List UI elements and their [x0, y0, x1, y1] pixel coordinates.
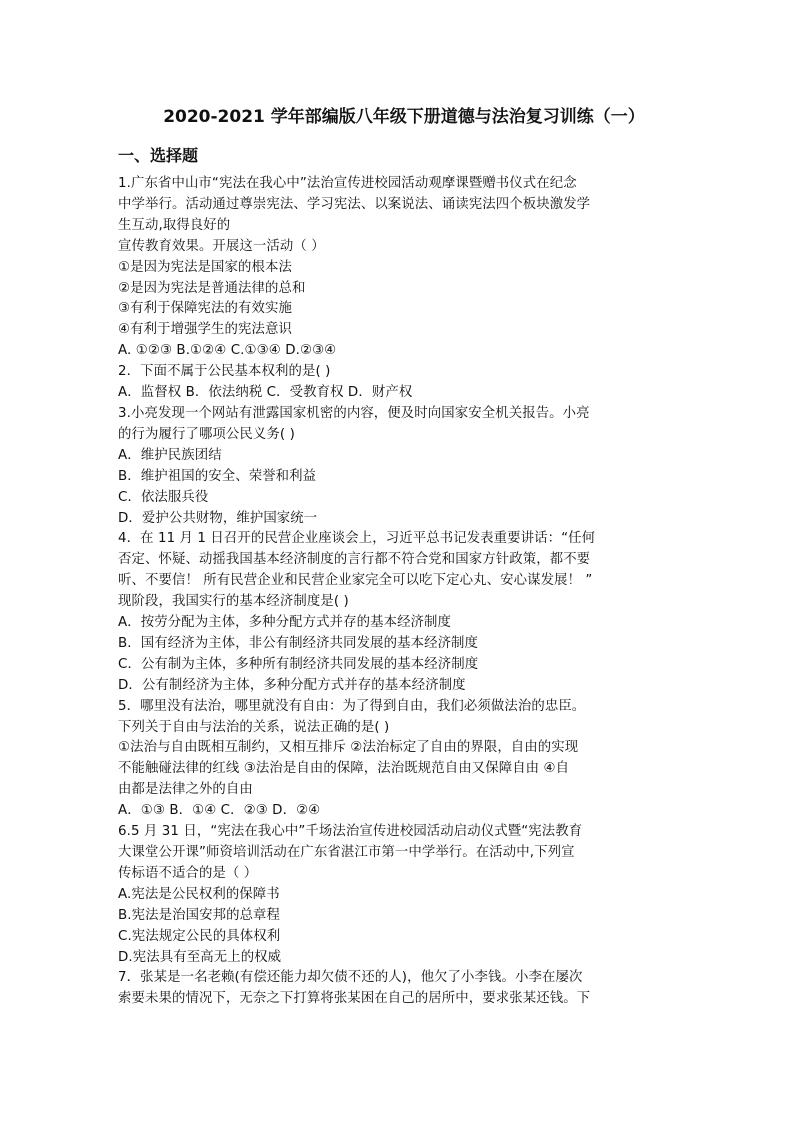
text-line: C.宪法规定公民的具体权利	[118, 928, 281, 944]
text-line: D．公有制经济为主体，多种分配方式并存的基本经济制度	[118, 677, 466, 693]
text-line: B．国有经济为主体，非公有制经济共同发展的基本经济制度	[118, 635, 479, 651]
text-line: 由都是法律之外的自由	[118, 782, 253, 798]
text-line: 大课堂公开课”师资培训活动在广东省湛江市第一中学举行。在活动中,下列宣	[118, 845, 575, 860]
text-line: 2．下面不属于公民基本权利的是( )	[118, 364, 331, 380]
text-line: ④有利于增强学生的宪法意识	[118, 322, 292, 338]
text-line: 现阶段，我国实行的基本经济制度是( )	[118, 594, 349, 610]
text-line: 3.小亮发现一个网站有泄露国家机密的内容，便及时向国家安全机关报告。小亮	[118, 405, 590, 421]
text-line: 5．哪里没有法治，哪里就没有自由：为了得到自由，我们必须做法治的忠臣。	[118, 698, 586, 714]
section-heading: 一、选择题	[118, 146, 199, 165]
text-line: A．监督权 B．依法纳税 C．受教育权 D．财产权	[118, 385, 413, 401]
text-line: D．爱护公共财物，维护国家统一	[118, 510, 318, 526]
document-page	[118, 104, 678, 1010]
text-line: 7．张某是一名老赖(有偿还能力却欠债不还的人)，他欠了小李钱。小李在屡次	[118, 970, 583, 986]
text-line: B.宪法是治国安邦的总章程	[118, 907, 281, 923]
text-line: 传标语不适合的是（ ）	[118, 865, 258, 881]
document-title: 2020-2021 学年部编版八年级下册道德与法治复习训练（一）	[163, 107, 645, 127]
text-line: C．公有制为主体，多种所有制经济共同发展的基本经济制度	[118, 656, 479, 672]
text-line: A．按劳分配为主体，多种分配方式并存的基本经济制度	[118, 615, 452, 631]
text-line: ②是因为宪法是普通法律的总和	[118, 280, 306, 296]
text-line: A.宪法是公民权利的保障书	[118, 886, 280, 902]
text-line: 1.广东省中山市“宪法在我心中”法治宣传进校园活动观摩课暨赠书仪式在纪念	[118, 176, 577, 191]
question-body	[118, 174, 678, 1010]
text-line: 中学举行。活动通过尊崇宪法、学习宪法、以案说法、诵读宪法四个板块激发学	[118, 196, 591, 212]
text-line: 不能触碰法律的红线 ③法治是自由的保障，法治既规范自由又保障自由 ④自	[118, 761, 570, 777]
text-line: B．维护祖国的安全、荣誉和利益	[118, 468, 317, 484]
text-line: A．维护民族团结	[118, 447, 222, 463]
text-line: 4．在 11 月 1 日召开的民营企业座谈会上，习近平总书记发表重要讲话：“任何	[118, 531, 596, 547]
text-line: A. ①②③ B.①②④ C.①③④ D.②③④	[118, 343, 337, 359]
text-line: 听、不要信！ 所有民营企业和民营企业家完全可以吃下定心丸、安心谋发展！ ”	[118, 573, 593, 589]
text-line: 否定、怀疑、动摇我国基本经济制度的言行都不符合党和国家方针政策，都不要	[118, 552, 591, 568]
text-line: 宣传教育效果。开展这一活动（ ）	[118, 238, 325, 254]
text-line: 生互动,取得良好的	[118, 217, 231, 233]
text-line: 索要未果的情况下，无奈之下打算将张某困在自己的居所中，要求张某还钱。下	[118, 991, 591, 1007]
text-line: 的行为履行了哪项公民义务( )	[118, 426, 295, 442]
text-line: ①是因为宪法是国家的根本法	[118, 259, 292, 275]
text-line: ③有利于保障宪法的有效实施	[118, 301, 292, 317]
text-line: C．依法服兵役	[118, 489, 209, 505]
text-line: ①法治与自由既相互制约，又相互排斥 ②法治标定了自由的界限，自由的实现	[118, 740, 579, 756]
text-line: 6.5 月 31 日，“宪法在我心中”千场法治宣传进校园活动启动仪式暨“宪法教育	[118, 824, 583, 840]
text-line: D.宪法具有至高无上的权威	[118, 949, 282, 965]
text-line: A．①③ B．①④ C．②③ D．②④	[118, 803, 321, 819]
text-line: 下列关于自由与法治的关系，说法正确的是( )	[118, 719, 390, 735]
